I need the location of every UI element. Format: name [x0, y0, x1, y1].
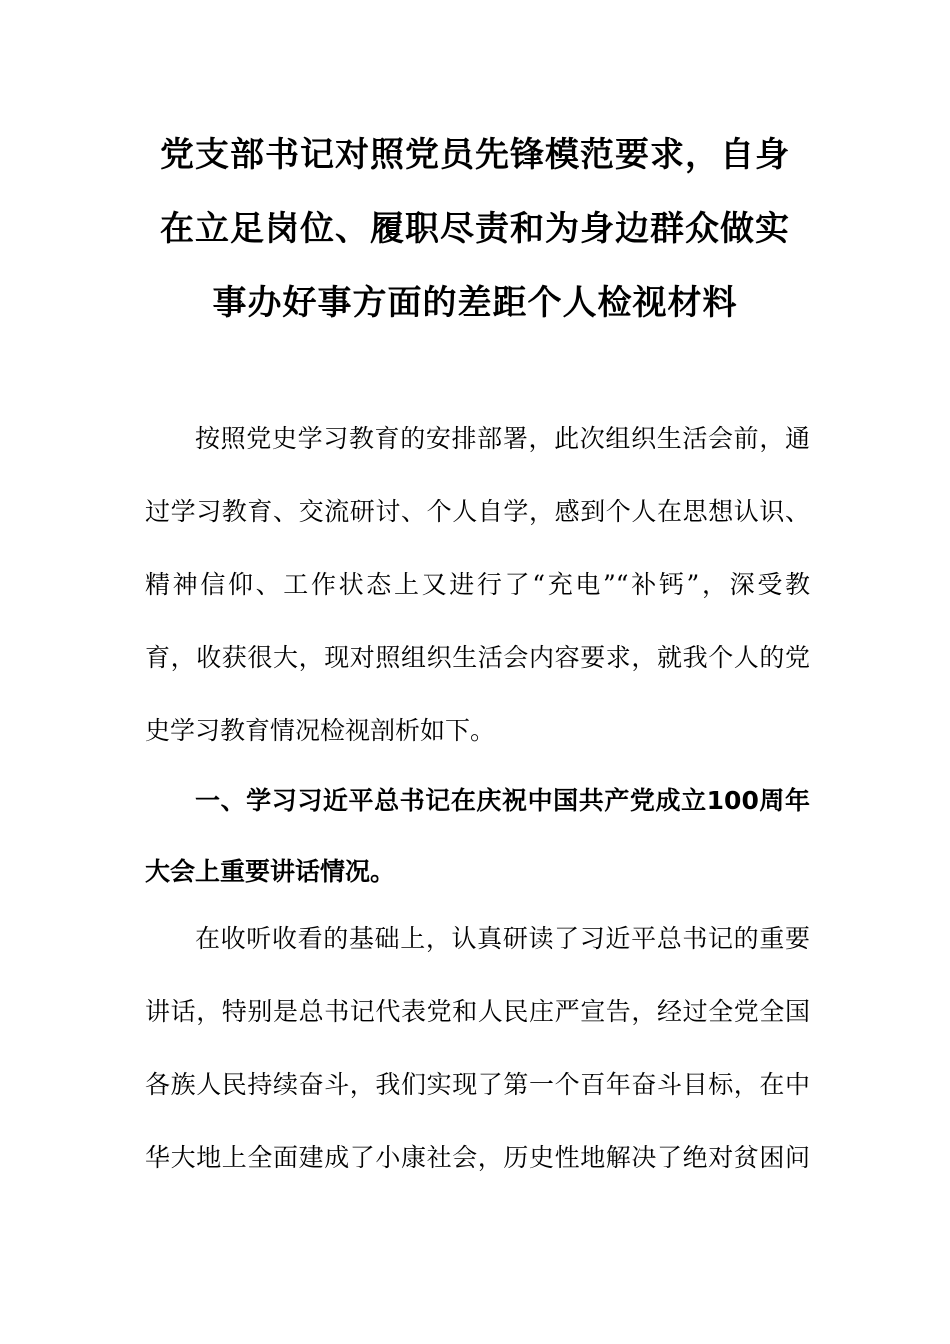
- section-heading-line-1: 一、学习习近平总书记在庆祝中国共产党成立100周年: [195, 786, 810, 815]
- paragraph2-line-2: 讲话，特别是总书记代表党和人民庄严宣告，经过全党全国: [145, 997, 810, 1026]
- paragraph1-line-4: 育，收获很大，现对照组织生活会内容要求，就我个人的党: [145, 643, 810, 672]
- section-heading-line-2: 大会上重要讲话情况。: [145, 857, 396, 886]
- title-line-3: 事办好事方面的差距个人检视材料: [212, 283, 738, 323]
- title-line-2: 在立足岗位、履职尽责和为身边群众做实: [160, 209, 790, 249]
- paragraph1-line-2: 过学习教育、交流研讨、个人自学，感到个人在思想认识、: [145, 497, 810, 526]
- paragraph2-line-3: 各族人民持续奋斗，我们实现了第一个百年奋斗目标，在中: [145, 1070, 810, 1099]
- paragraph2-line-1: 在收听收看的基础上，认真研读了习近平总书记的重要: [195, 924, 810, 953]
- paragraph2-line-4: 华大地上全面建成了小康社会，历史性地解决了绝对贫困问: [145, 1143, 810, 1172]
- paragraph1-line-1: 按照党史学习教育的安排部署，此次组织生活会前，通: [195, 424, 810, 453]
- paragraph1-line-3: 精神信仰、工作状态上又进行了“充电”“补钙”，深受教: [145, 570, 810, 599]
- title-line-1: 党支部书记对照党员先锋模范要求，自身: [160, 135, 790, 175]
- paragraph1-line-5: 史学习教育情况检视剖析如下。: [145, 716, 496, 745]
